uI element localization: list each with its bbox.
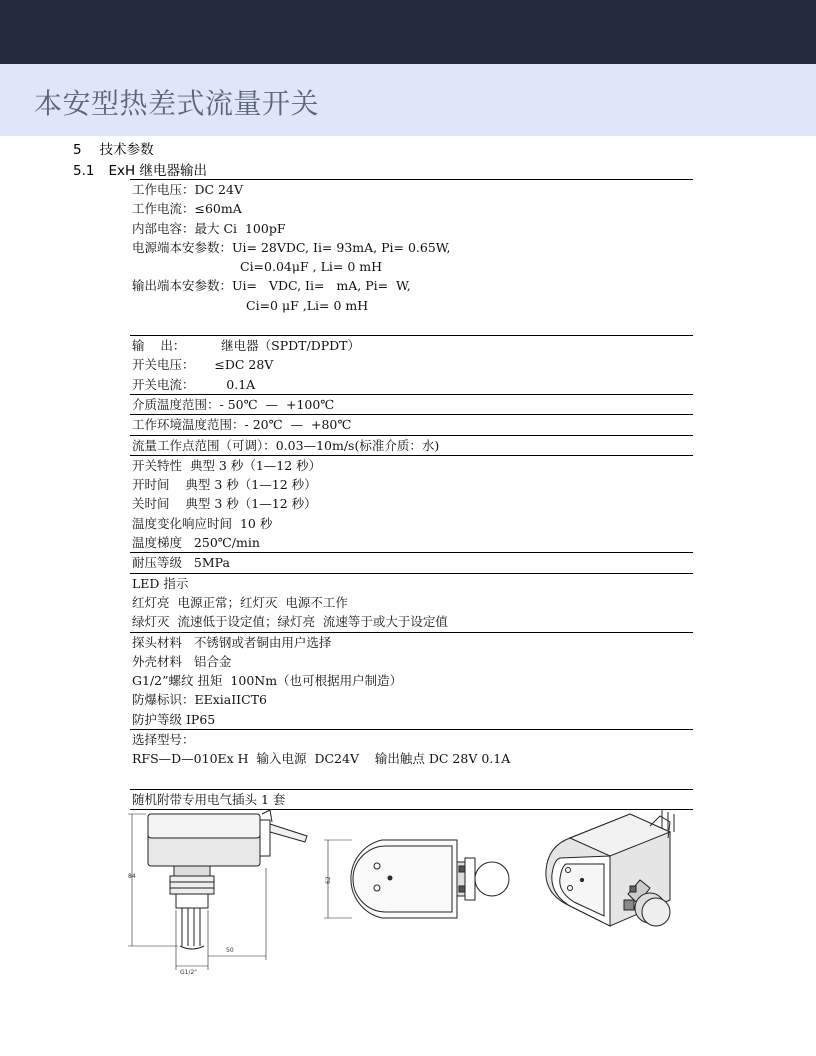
subsection-title: ExH 继电器输出 [108,163,207,179]
spec-line: 防爆标识：EExiaIICT6 [132,692,267,708]
spec-line: 随机附带专用电气插头 1 套 [132,791,286,807]
spec-line: 内部电容：最大 Ci 100pF [132,220,286,236]
spec-line: 温度梯度 250℃/min [132,535,260,551]
spec-line: RFS—D—010Ex H 输入电源 DC24V 输出触点 DC 28V 0.1A [132,751,511,767]
section-number: 5 [73,142,82,158]
spec-flow-range [130,435,693,455]
spec-line: 输出端本安参数：Ui= VDC, Ii= mA, Pi= W, [132,278,411,294]
dim-top-label: 62 [325,876,332,884]
spec-line: G1/2”螺纹 扭矩 100Nm（也可根据用户制造） [132,673,403,689]
spec-pressure [130,552,693,572]
spec-line: Ci=0 μF ,Li= 0 mH [246,297,369,313]
spec-line: 绿灯灭 流速低于设定值；绿灯亮 流速等于或大于设定值 [132,614,448,630]
spec-line: 探头材料 不锈钢或者铜由用户选择 [132,634,332,650]
side-view-drawing [122,806,312,976]
top-bar [0,0,816,64]
spec-model [130,729,693,789]
spec-line: 工作电流：≤60mA [132,201,242,217]
spec-line: 红灯亮 电源正常；红灯灭 电源不工作 [132,594,348,610]
top-view-drawing [322,832,517,932]
spec-output [130,335,693,394]
dim-height-label: 84 [128,873,136,880]
spec-material [130,632,693,729]
spec-line: 温度变化响应时间 10 秒 [132,515,273,531]
spec-table [130,179,693,810]
dim-thread-label: G1/2" [180,969,198,976]
spec-line: 外壳材料 铝合金 [132,653,232,669]
spec-line: 工作电压：DC 24V [132,182,243,197]
spec-line: 选择型号： [132,732,195,748]
spec-line: 关时间 典型 3 秒（1—12 秒） [132,496,317,512]
spec-line: 开时间 典型 3 秒（1—12 秒） [132,477,317,493]
subsection-heading [73,159,207,179]
spec-ambient-temp [130,414,693,434]
subsection-number: 5.1 [73,163,95,179]
spec-line: LED 指示 [132,575,189,591]
spec-line: 输 出： 继电器（SPDT/DPDT） [132,338,360,354]
dim-width-label: 50 [226,947,234,954]
isometric-drawing [540,808,700,938]
spec-line: 防护等级 IP65 [132,711,216,727]
spec-power [130,179,693,335]
spec-line: 介质温度范围：- 50℃ — +100℃ [132,396,335,412]
spec-line: 耐压等级 5MPa [132,555,230,571]
spec-line: Ci=0.04μF , Li= 0 mH [240,259,383,275]
spec-line: 电源端本安参数：Ui= 28VDC, Ii= 93mA, Pi= 0.65W, [132,239,451,255]
spec-led [130,573,693,632]
spec-line: 开关电压： ≤DC 28V [132,357,274,373]
spec-line: 开关电流： 0.1A [132,376,256,392]
section-title: 技术参数 [99,142,154,158]
spec-line: 开关特性 典型 3 秒（1—12 秒） [132,457,322,473]
page-title: 本安型热差式流量开关 [34,87,320,120]
section-heading [73,138,154,158]
spec-timing [130,455,693,552]
spec-line: 流量工作点范围（可调）：0.03—10m/s(标准介质：水) [132,437,440,453]
spec-line: 工作环境温度范围：- 20℃ — +80℃ [132,417,352,433]
spec-medium-temp [130,394,693,414]
